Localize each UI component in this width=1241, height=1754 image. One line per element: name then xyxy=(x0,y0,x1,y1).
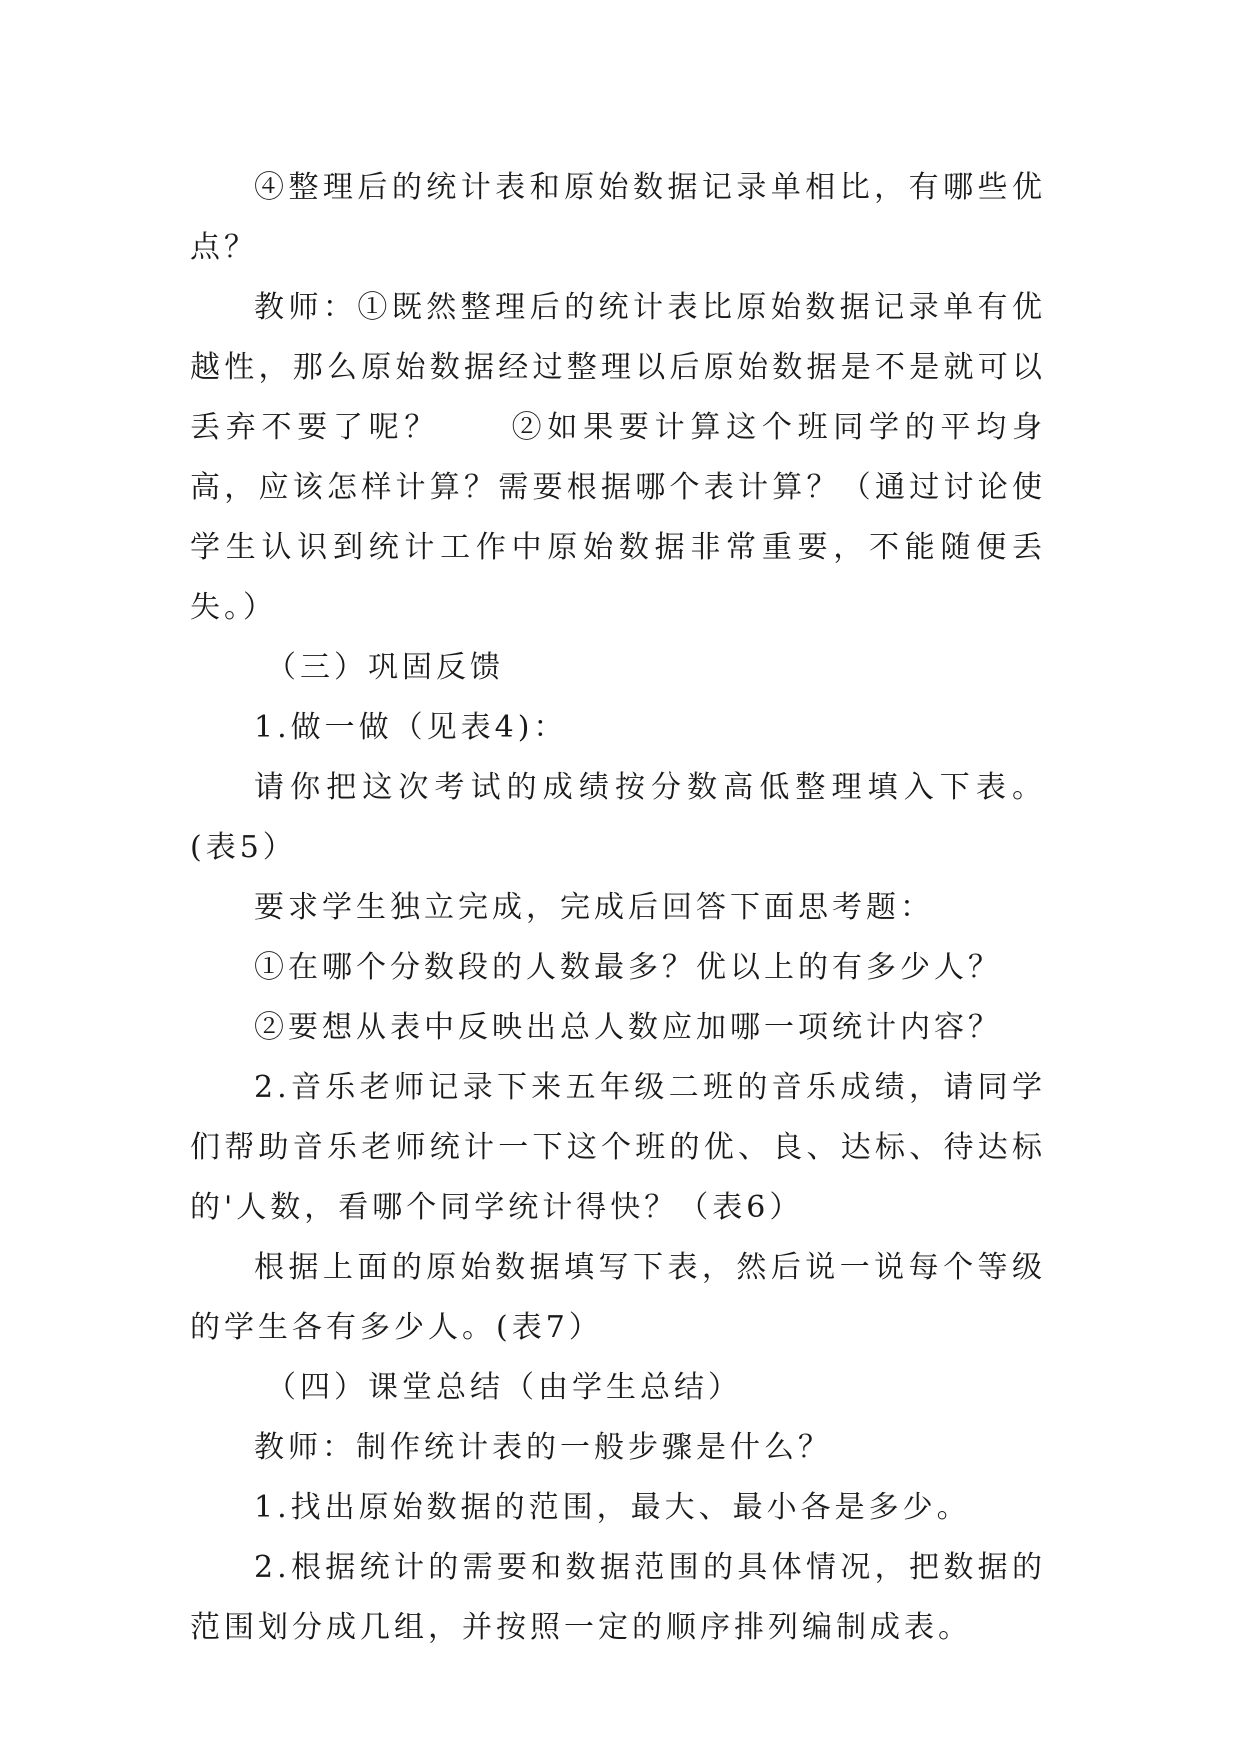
paragraph-teacher-summary-question: 教师：制作统计表的一般步骤是什么？ xyxy=(254,1430,832,1465)
paragraph-exercise-1: 1.做一做（见表4)： xyxy=(254,710,568,745)
paragraph-question-4: ④整理后的统计表和原始数据记录单相比，有哪些优点？ xyxy=(190,170,1046,265)
paragraph-teacher-questions: 教师：①既然整理后的统计表比原始数据记录单有优越性，那么原始数据经过整理以后原始数据是不是就可以丢弃不要了呢？ ②如果要计算这个班同学的平均身高，应该怎样计算？需要根据哪个表计算？（通过讨论使学生认识到统计工作中原始数据非常重要，不能随便丢失。） xyxy=(190,290,1046,625)
section-heading-summary: （四）课堂总结（由学生总结） xyxy=(266,1370,742,1405)
paragraph-fill-table: 根据上面的原始数据填写下表，然后说一说每个等级的学生各有多少人。(表7） xyxy=(190,1250,1046,1345)
paragraph-exercise-1-instruction: 请你把这次考试的成绩按分数高低整理填入下表。(表5） xyxy=(190,770,1046,865)
document-body xyxy=(190,158,1046,1658)
paragraph-thinking-question-2: ②要想从表中反映出总人数应加哪一项统计内容？ xyxy=(254,1010,1002,1045)
paragraph-thinking-question-1: ①在哪个分数段的人数最多？优以上的有多少人？ xyxy=(254,950,1002,985)
paragraph-step-2: 2.根据统计的需要和数据范围的具体情况，把数据的范围划分成几组，并按照一定的顺序排列编制成表。 xyxy=(190,1550,1046,1645)
paragraph-step-1: 1.找出原始数据的范围，最大、最小各是多少。 xyxy=(254,1490,971,1525)
section-heading-consolidation: （三）巩固反馈 xyxy=(266,650,504,685)
paragraph-independent-work: 要求学生独立完成，完成后回答下面思考题： xyxy=(254,890,934,925)
paragraph-exercise-2: 2.音乐老师记录下来五年级二班的音乐成绩，请同学们帮助音乐老师统计一下这个班的优、良、达标、待达标的'人数，看哪个同学统计得快？（表6） xyxy=(190,1070,1046,1225)
